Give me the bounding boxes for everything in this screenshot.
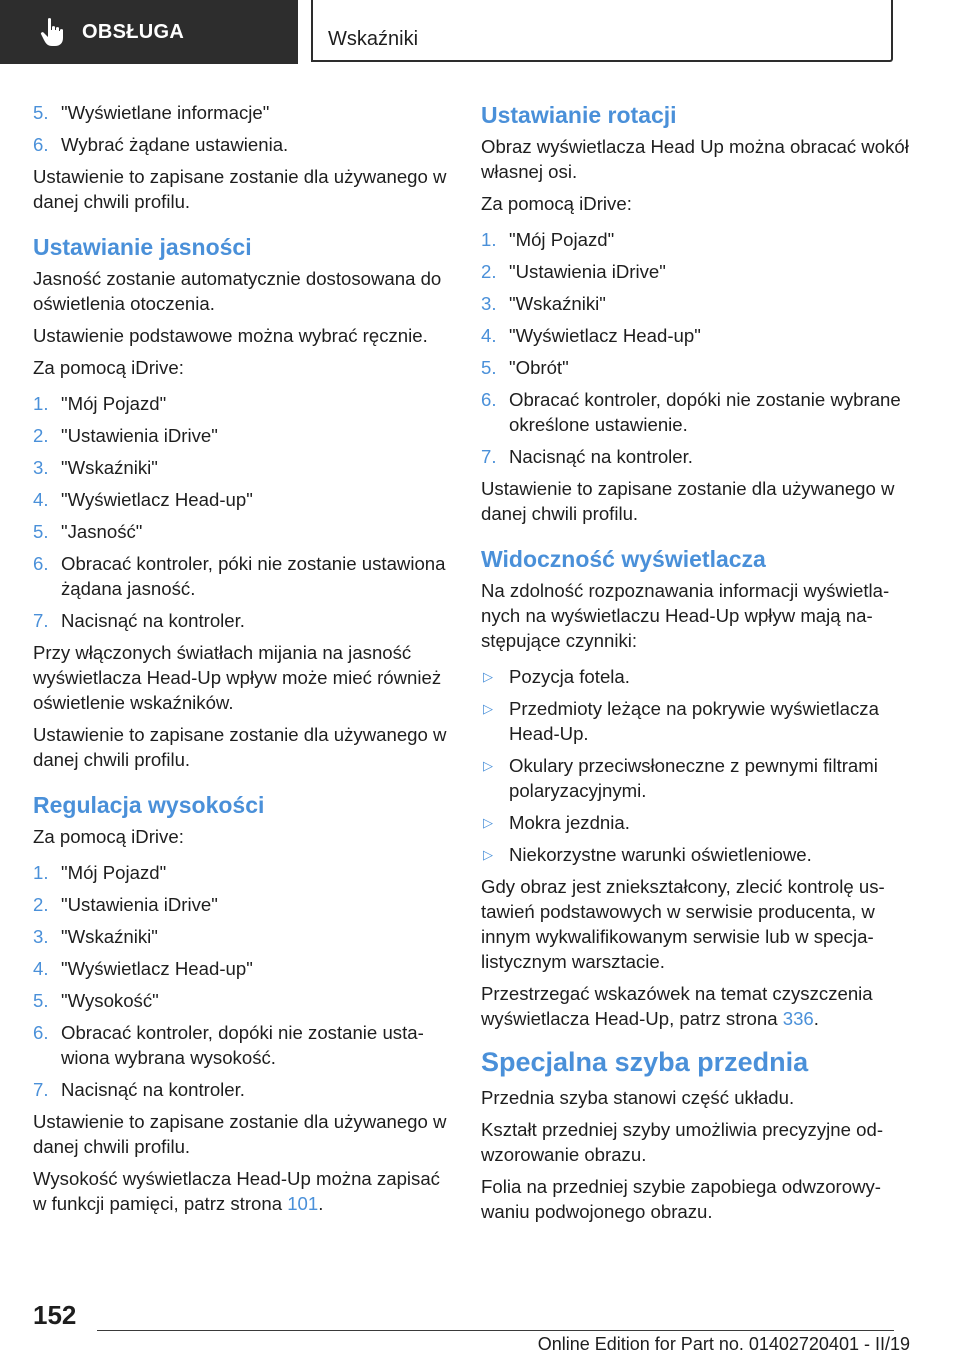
list-text: "Jasność" [61,521,143,542]
list-text: "Ustawienia iDrive" [509,261,666,282]
list-item [481,291,911,316]
paragraph: Gdy obraz jest zniekształcony, zlecić kontrolę ustawień podstawowych w serwisie producenta, w innym wykwalifikowanym serwisie lub w specjalistycznym warsztacie. [481,876,885,972]
section-tab [0,0,298,64]
triangle-bullet-icon: ▷ [483,815,493,830]
paragraph-saved: Ustawienie to zapisane zostanie dla używanego w danej chwili profilu. [481,478,895,524]
list-item [33,1020,453,1070]
page-number: 152 [33,1300,77,1330]
paragraph-memory [33,1166,453,1216]
steps-list-height [33,860,453,1102]
list-item [33,423,453,448]
list-item [33,956,453,981]
triangle-bullet-icon: ▷ [483,669,493,684]
list-text: "Obrót" [509,357,569,378]
list-item [33,551,453,601]
list-text: "Wyświetlacz Head-up" [61,489,253,510]
footer-divider [97,1330,894,1331]
list-text: Nacisnąć na kontroler. [61,1079,245,1100]
list-text: Pozycja fotela. [509,666,630,687]
list-number: 3. [33,926,49,947]
list-number: 1. [33,862,49,883]
list-number: 3. [33,457,49,478]
list-item [33,860,453,885]
list-item [481,227,911,252]
list-text: "Wskaźniki" [509,293,606,314]
list-item [33,487,453,512]
list-item [33,519,453,544]
list-number: 1. [33,393,49,414]
list-text: "Wysokość" [61,990,159,1011]
paragraph: Folia na przedniej szybie zapobiega odwzorowywaniu podwojonego obrazu. [481,1176,881,1222]
clean-end: . [813,1008,819,1029]
list-text: Obracać kontroler, dopóki nie zostanie ustawiona wybrana wysokość. [61,1022,424,1068]
list-text: Nacisnąć na kontroler. [509,446,693,467]
list-text: Wybrać żądane ustawienia. [61,134,289,155]
left-column [33,100,453,1223]
list-number: 4. [481,325,497,346]
list-item [33,1077,453,1102]
paragraph: Na zdolność rozpoznawania informacji wyświetlanych na wyświetlaczu Head-Up wpływ mają następujące czynniki: [481,580,890,651]
list-text: "Wyświetlacz Head-up" [61,958,253,979]
page-link-101[interactable]: 101 [287,1193,319,1214]
heading-visibility: Widoczność wyświetlacza [481,546,766,572]
paragraph-saved: Ustawienie to zapisane zostanie dla używanego w danej chwili profilu. [33,1111,447,1157]
list-number: 7. [481,446,497,467]
list-number: 2. [33,894,49,915]
list-text: "Wskaźniki" [61,926,158,947]
triangle-bullet-icon: ▷ [483,701,493,716]
list-text: Obracać kontroler, póki nie zostanie ustawiona żądana jasność. [61,553,446,599]
list-number: 5. [33,990,49,1011]
triangle-bullet-icon: ▷ [483,758,493,773]
list-number: 2. [481,261,497,282]
list-number: 6. [33,553,49,574]
list-text: Przedmioty leżące na pokrywie wyświetlacza Head-Up. [509,698,879,744]
list-number: 4. [33,958,49,979]
list-text: "Mój Pojazd" [61,862,167,883]
paragraph: Przednia szyba stanowi część układu. [481,1087,795,1108]
page-link-336[interactable]: 336 [782,1008,814,1029]
list-item [33,988,453,1013]
steps-list-top [33,100,453,157]
list-item [481,842,911,867]
list-item [33,100,453,125]
heading-height: Regulacja wysokości [33,792,265,818]
list-item [481,664,911,689]
heading-rotation: Ustawianie rotacji [481,102,677,128]
list-item [481,810,911,835]
paragraph: Za pomocą iDrive: [33,826,184,847]
list-number: 6. [481,389,497,410]
paragraph: Za pomocą iDrive: [481,193,632,214]
list-item [33,391,453,416]
list-text: "Wskaźniki" [61,457,158,478]
list-item [33,892,453,917]
memory-end: . [318,1193,324,1214]
heading-brightness: Ustawianie jasności [33,234,252,260]
list-text: Nacisnąć na kontroler. [61,610,245,631]
list-item [33,608,453,633]
list-text: Mokra jezdnia. [509,812,630,833]
page-title: Wskaźniki [328,28,419,50]
list-text: Niekorzystne warunki oświetleniowe. [509,844,812,865]
list-number: 7. [33,1079,49,1100]
list-item [481,444,911,469]
list-text: "Mój Pojazd" [61,393,167,414]
list-item [33,455,453,480]
paragraph: Przy włączonych światłach mijania na jasność wyświetlacza Head-Up wpływ może mieć również oświetlenie wskaźników. [33,642,442,713]
list-item [33,924,453,949]
list-number: 5. [33,102,49,123]
list-number: 6. [33,1022,49,1043]
list-text: "Wyświetlacz Head-up" [509,325,701,346]
factors-list [481,664,911,867]
paragraph-clean [481,981,911,1031]
list-text: "Mój Pojazd" [509,229,615,250]
list-number: 7. [33,610,49,631]
paragraph: Obraz wyświetlacza Head Up można obracać wokół własnej osi. [481,136,909,182]
list-number: 6. [33,134,49,155]
list-text: Obracać kontroler, dopóki nie zostanie wybrane określone ustawienie. [509,389,901,435]
list-number: 4. [33,489,49,510]
hand-pointer-icon [40,17,66,47]
header-title-box [311,0,893,62]
paragraph-saved: Ustawienie to zapisane zostanie dla używanego w danej chwili profilu. [33,166,447,212]
steps-list-rotation [481,227,911,469]
list-number: 2. [33,425,49,446]
list-text: Okulary przeciwsłoneczne z pewnymi filtrami polaryzacyjnymi. [509,755,878,801]
list-number: 3. [481,293,497,314]
clean-text: Przestrzegać wskazówek na temat czyszczenia wyświetlacza Head-Up, patrz strona [481,983,873,1029]
list-text: "Ustawienia iDrive" [61,425,218,446]
list-item [481,355,911,380]
list-item [481,696,911,746]
footer-edition: Online Edition for Part no. 01402720401 - II/19 [537,1334,910,1354]
paragraph: Jasność zostanie automatycznie dostosowana do oświetlenia otoczenia. [33,268,442,314]
list-item [481,323,911,348]
list-text: "Wyświetlane informacje" [61,102,270,123]
heading-windshield: Specjalna szyba przednia [481,1047,809,1077]
steps-list-brightness [33,391,453,633]
list-item [481,387,911,437]
section-label: OBSŁUGA [82,20,185,43]
list-number: 5. [33,521,49,542]
list-number: 1. [481,229,497,250]
list-item [481,259,911,284]
paragraph-saved: Ustawienie to zapisane zostanie dla używanego w danej chwili profilu. [33,724,447,770]
paragraph: Kształt przedniej szyby umożliwia precyzyjne odwzorowanie obrazu. [481,1119,884,1165]
list-number: 5. [481,357,497,378]
list-item [481,753,911,803]
list-item [33,132,453,157]
triangle-bullet-icon: ▷ [483,847,493,862]
paragraph: Ustawienie podstawowe można wybrać ręcznie. [33,325,428,346]
memory-text: Wysokość wyświetlacza Head-Up można zapisać w funkcji pamięci, patrz strona [33,1168,440,1214]
paragraph: Za pomocą iDrive: [33,357,184,378]
right-column [481,100,911,1231]
list-text: "Ustawienia iDrive" [61,894,218,915]
